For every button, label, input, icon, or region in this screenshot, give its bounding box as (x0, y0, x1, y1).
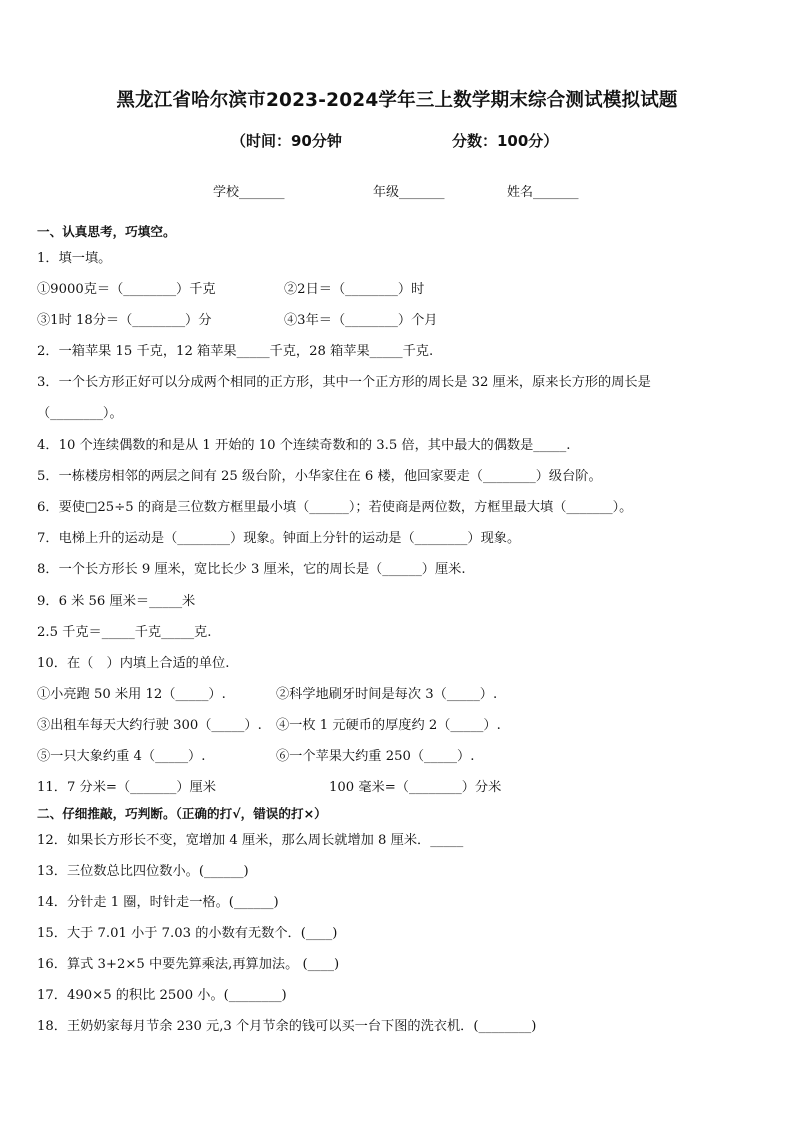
question-10: 10．在（ ）内填上合适的单位. (37, 656, 230, 671)
question-9a: 9．6 米 56 厘米＝_____米 (37, 594, 196, 609)
exam-time: （时间：90分钟 (231, 132, 342, 150)
question-10e: ⑤一只大象约重 4（_____）. (37, 749, 206, 764)
question-1d: ④3年＝（________）个月 (284, 313, 438, 328)
question-17: 17．490×5 的积比 2500 小。(________) (37, 988, 287, 1003)
question-11b: 100 毫米=（________）分米 (329, 780, 502, 795)
question-5: 5．一栋楼房相邻的两层之间有 25 级台阶，小华家住在 6 楼，他回家要走（________）级台阶。 (37, 469, 602, 484)
name-field: 姓名_______ (507, 185, 579, 200)
question-10b: ②科学地刷牙时间是每次 3（_____）. (276, 687, 498, 702)
question-14: 14．分针走 1 圈，时针走一格。(______) (37, 895, 279, 910)
question-1a: ①9000克＝（________）千克 (37, 282, 216, 297)
question-18: 18．王奶奶家每月节余 230 元,3 个月节余的钱可以买一台下图的洗衣机．(________) (37, 1019, 537, 1034)
question-2: 2．一箱苹果 15 千克，12 箱苹果_____千克，28 箱苹果_____千克. (37, 344, 434, 359)
question-8: 8．一个长方形长 9 厘米，宽比长少 3 厘米，它的周长是（______）厘米. (37, 562, 466, 577)
question-10c: ③出租车每天大约行驶 300（_____）. (37, 718, 262, 733)
section-heading-2: 二、仔细推敲，巧判断。（正确的打√，错误的打×） (37, 806, 327, 821)
question-6: 6．要使□25÷5 的商是三位数方框里最小填（______）；若使商是两位数，方框里最大填（_______）。 (37, 500, 633, 515)
question-15: 15．大于 7.01 小于 7.03 的小数有无数个．(____) (37, 926, 338, 941)
question-3-line1: 3．一个长方形正好可以分成两个相同的正方形，其中一个正方形的周长是 32 厘米，原来长方形的周长是 (37, 375, 651, 390)
question-10f: ⑥一个苹果大约重 250（_____）. (276, 749, 475, 764)
question-1c: ③1时 18分＝（________）分 (37, 313, 212, 328)
question-4: 4．10 个连续偶数的和是从 1 开始的 10 个连续奇数和的 3.5 倍，其中最大的偶数是_____. (37, 438, 571, 453)
section-heading-1: 一、认真思考，巧填空。 (37, 224, 176, 239)
grade-field: 年级_______ (373, 185, 445, 200)
question-1: 1．填一填。 (37, 251, 112, 266)
exam-score: 分数：100分） (452, 132, 559, 150)
question-1b: ②2日＝（________）时 (284, 282, 425, 297)
question-10d: ④一枚 1 元硬币的厚度约 2（_____）. (276, 718, 501, 733)
question-3-line2: （________）。 (37, 406, 123, 421)
page-title: 黑龙江省哈尔滨市2023-2024学年三上数学期末综合测试模拟试题 (116, 90, 678, 111)
question-7: 7．电梯上升的运动是（________）现象。钟面上分针的运动是（________）现象。 (37, 531, 521, 546)
school-field: 学校_______ (213, 185, 285, 200)
question-16: 16．算式 3+2×5 中要先算乘法,再算加法。 (____) (37, 957, 340, 972)
question-13: 13．三位数总比四位数小。(______) (37, 864, 249, 879)
question-11a: 11．7 分米=（_______）厘米 (37, 780, 216, 795)
question-10a: ①小亮跑 50 米用 12（_____）. (37, 687, 226, 702)
question-9b: 2.5 千克＝_____千克_____克. (37, 625, 212, 640)
question-12: 12．如果长方形长不变，宽增加 4 厘米，那么周长就增加 8 厘米．_____ (37, 833, 464, 848)
